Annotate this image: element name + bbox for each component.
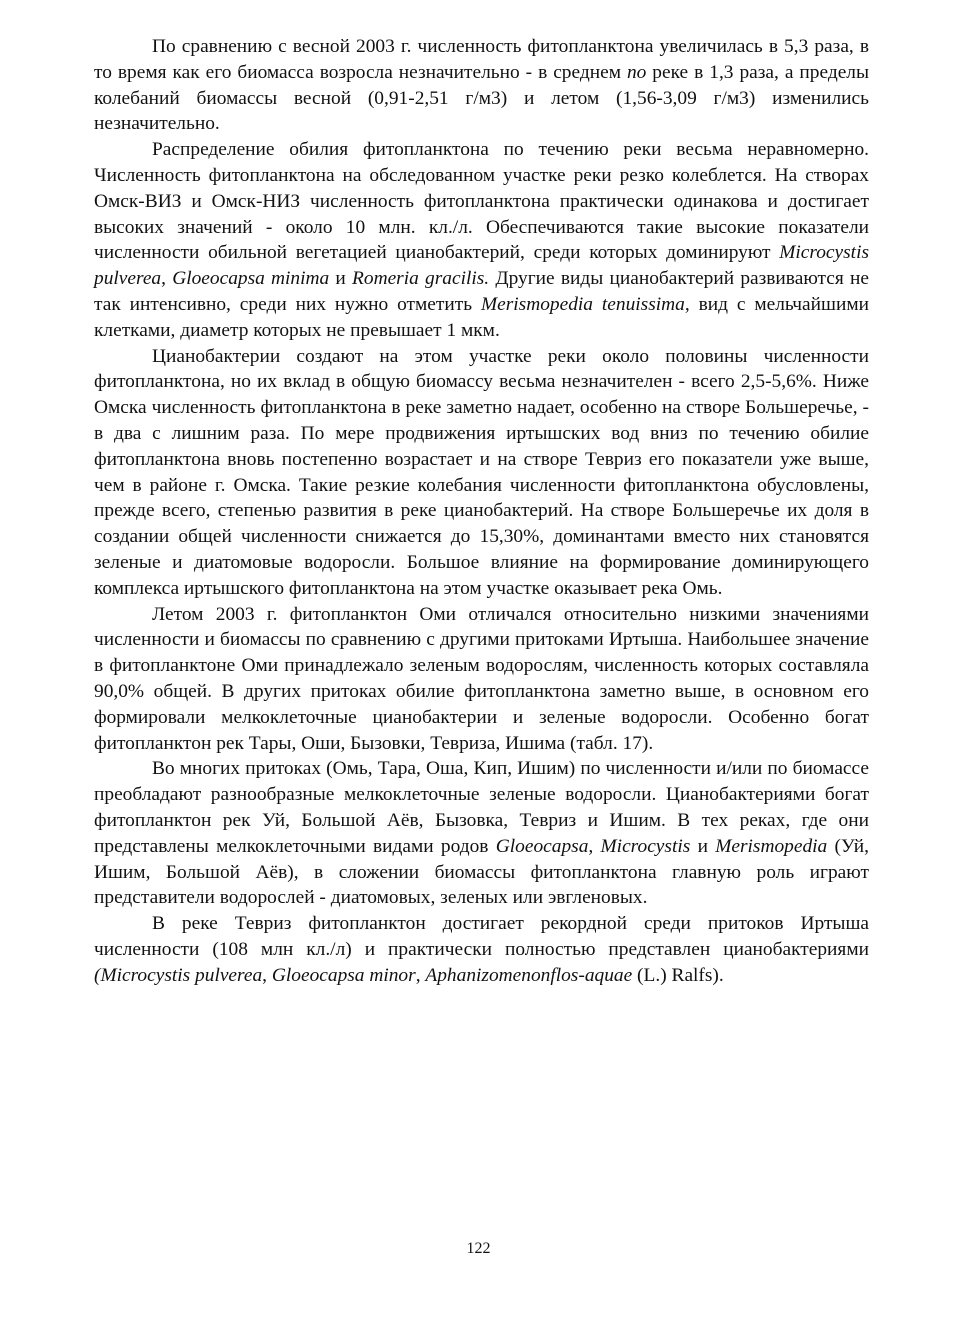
text-run: , — [262, 964, 272, 986]
species-name: Merismopedia tenuissima — [480, 293, 685, 315]
text-run-italic: по — [626, 61, 647, 83]
text-run: Цианобактерии создают на этом участке реки около половины численности фитопланктона, но их вклад в общую биомассу весьма незначителен - всего 2,5-5,6%. Ниже Омска численность фитопланктона в реке заметно надает, особенно на створе Большеречье, - в два с лишним раза. По мере продвижения иртышских вод вниз по течению обилие фитопланктона вновь постепенно возрастает и на створе Тевриз его показатели уже выше, чем в районе г. Омска. Такие резкие колебания численности фитопланктона обусловлены, прежде всего, степенью развития в реке цианобактерий. На створе Большеречье их доля в создании общей численности снижается до 15,30%, доминантами вместо них становятся зеленые и диатомовые водоросли. Большое влияние на формирование доминирующего комплекса иртышского фитопланктона на этом участке оказывает река Омь. — [94, 345, 869, 599]
page-body — [94, 34, 869, 988]
species-name: Gloeocapsa minor — [271, 964, 416, 986]
text-run: реке в 1,3 раза, а пределы колебаний биомассы весной (0,91-2,51 г/м3) и летом (1,56-3,09 г/м3) изменились незначительно. — [94, 61, 870, 135]
text-run: В реке Тевриз фитопланктон достигает рекордной среди притоков Иртыша численности (108 млн кл./л) и практически полностью представлен цианобактериями — [94, 913, 869, 960]
text-run: , — [161, 268, 173, 290]
genus-name: Merismopedia — [715, 835, 828, 857]
text-run: (L.) Ralfs). — [632, 964, 724, 986]
paragraph-4 — [94, 602, 869, 757]
text-run: По сравнению с весной 2003 г. численность фитопланктона увеличилась в 5,3 раза, в то время как его биомасса возросла незначительно - в среднем — [94, 36, 869, 83]
text-run: , вид с мельчайшими клетками, диаметр которых не превышает 1 мкм. — [94, 293, 869, 341]
genus-names: Gloeocapsa, Microcystis — [495, 835, 691, 857]
text-run: Летом 2003 г. фитопланктон Оми отличался относительно низкими значениями численности и биомассы по сравнению с другими притоками Иртыша. Наибольшее значение в фитопланктоне Оми принадлежало зеленым водорослям, численность которых составляла 90,0% общей. В других притоках обилие фитопланктона заметно выше, в основном его формировали мелкоклеточные цианобактерии и зеленые водоросли. Особенно богат фитопланктон рек Тары, Оши, Бызовки, Тевриза, Ишима (табл. 17). — [94, 603, 869, 754]
text-run: Во многих притоках (Омь, Тара, Оша, Кип, Ишим) по численности и/или по биомассе преобладают разнообразные мелкоклеточные зеленые водоросли. Цианобактериями богат фитопланктон рек Уй, Большой Аёв, Бызовка, Тевриз и Ишим. В тех реках, где они представлены мелкоклеточными видами родов — [94, 758, 869, 857]
paragraph-2 — [94, 137, 869, 343]
species-name: Gloeocapsa minima — [172, 268, 330, 290]
text-run: и — [690, 835, 716, 857]
species-name: (Microcystis pulverea — [94, 964, 263, 986]
species-name: Aphanizomenonflos-aquae — [425, 964, 633, 986]
paragraph-1 — [94, 34, 869, 137]
paragraph-3 — [94, 344, 869, 602]
text-run: (Уй, Ишим, Большой Аёв), в сложении биомассы фитопланктона главную роль играют представители водорослей - диатомовых, зеленых или эвгленовых. — [94, 835, 869, 909]
text-run: и — [329, 268, 353, 290]
species-name: Romeria gracilis. — [352, 268, 490, 290]
paragraph-5 — [94, 756, 869, 911]
species-name: Microcystis pulverea — [94, 242, 869, 290]
paragraph-6 — [94, 911, 869, 988]
text-run: , — [415, 964, 426, 986]
page-number: 122 — [466, 1240, 491, 1257]
text-run: Другие виды цианобактерий развиваются не так интенсивно, среди них нужно отметить — [94, 268, 869, 315]
text-run: Распределение обилия фитопланктона по течению реки весьма неравномерно. Численность фитопланктона на обследованном участке реки резко колеблется. На створах Омск-ВИЗ и Омск-НИЗ численность фитопланктона практически одинакова и достигает высоких значений - около 10 млн. кл./л. Обеспечиваются такие высокие показатели численности обильной вегетацией цианобактерий, среди которых доминируют — [94, 139, 869, 264]
